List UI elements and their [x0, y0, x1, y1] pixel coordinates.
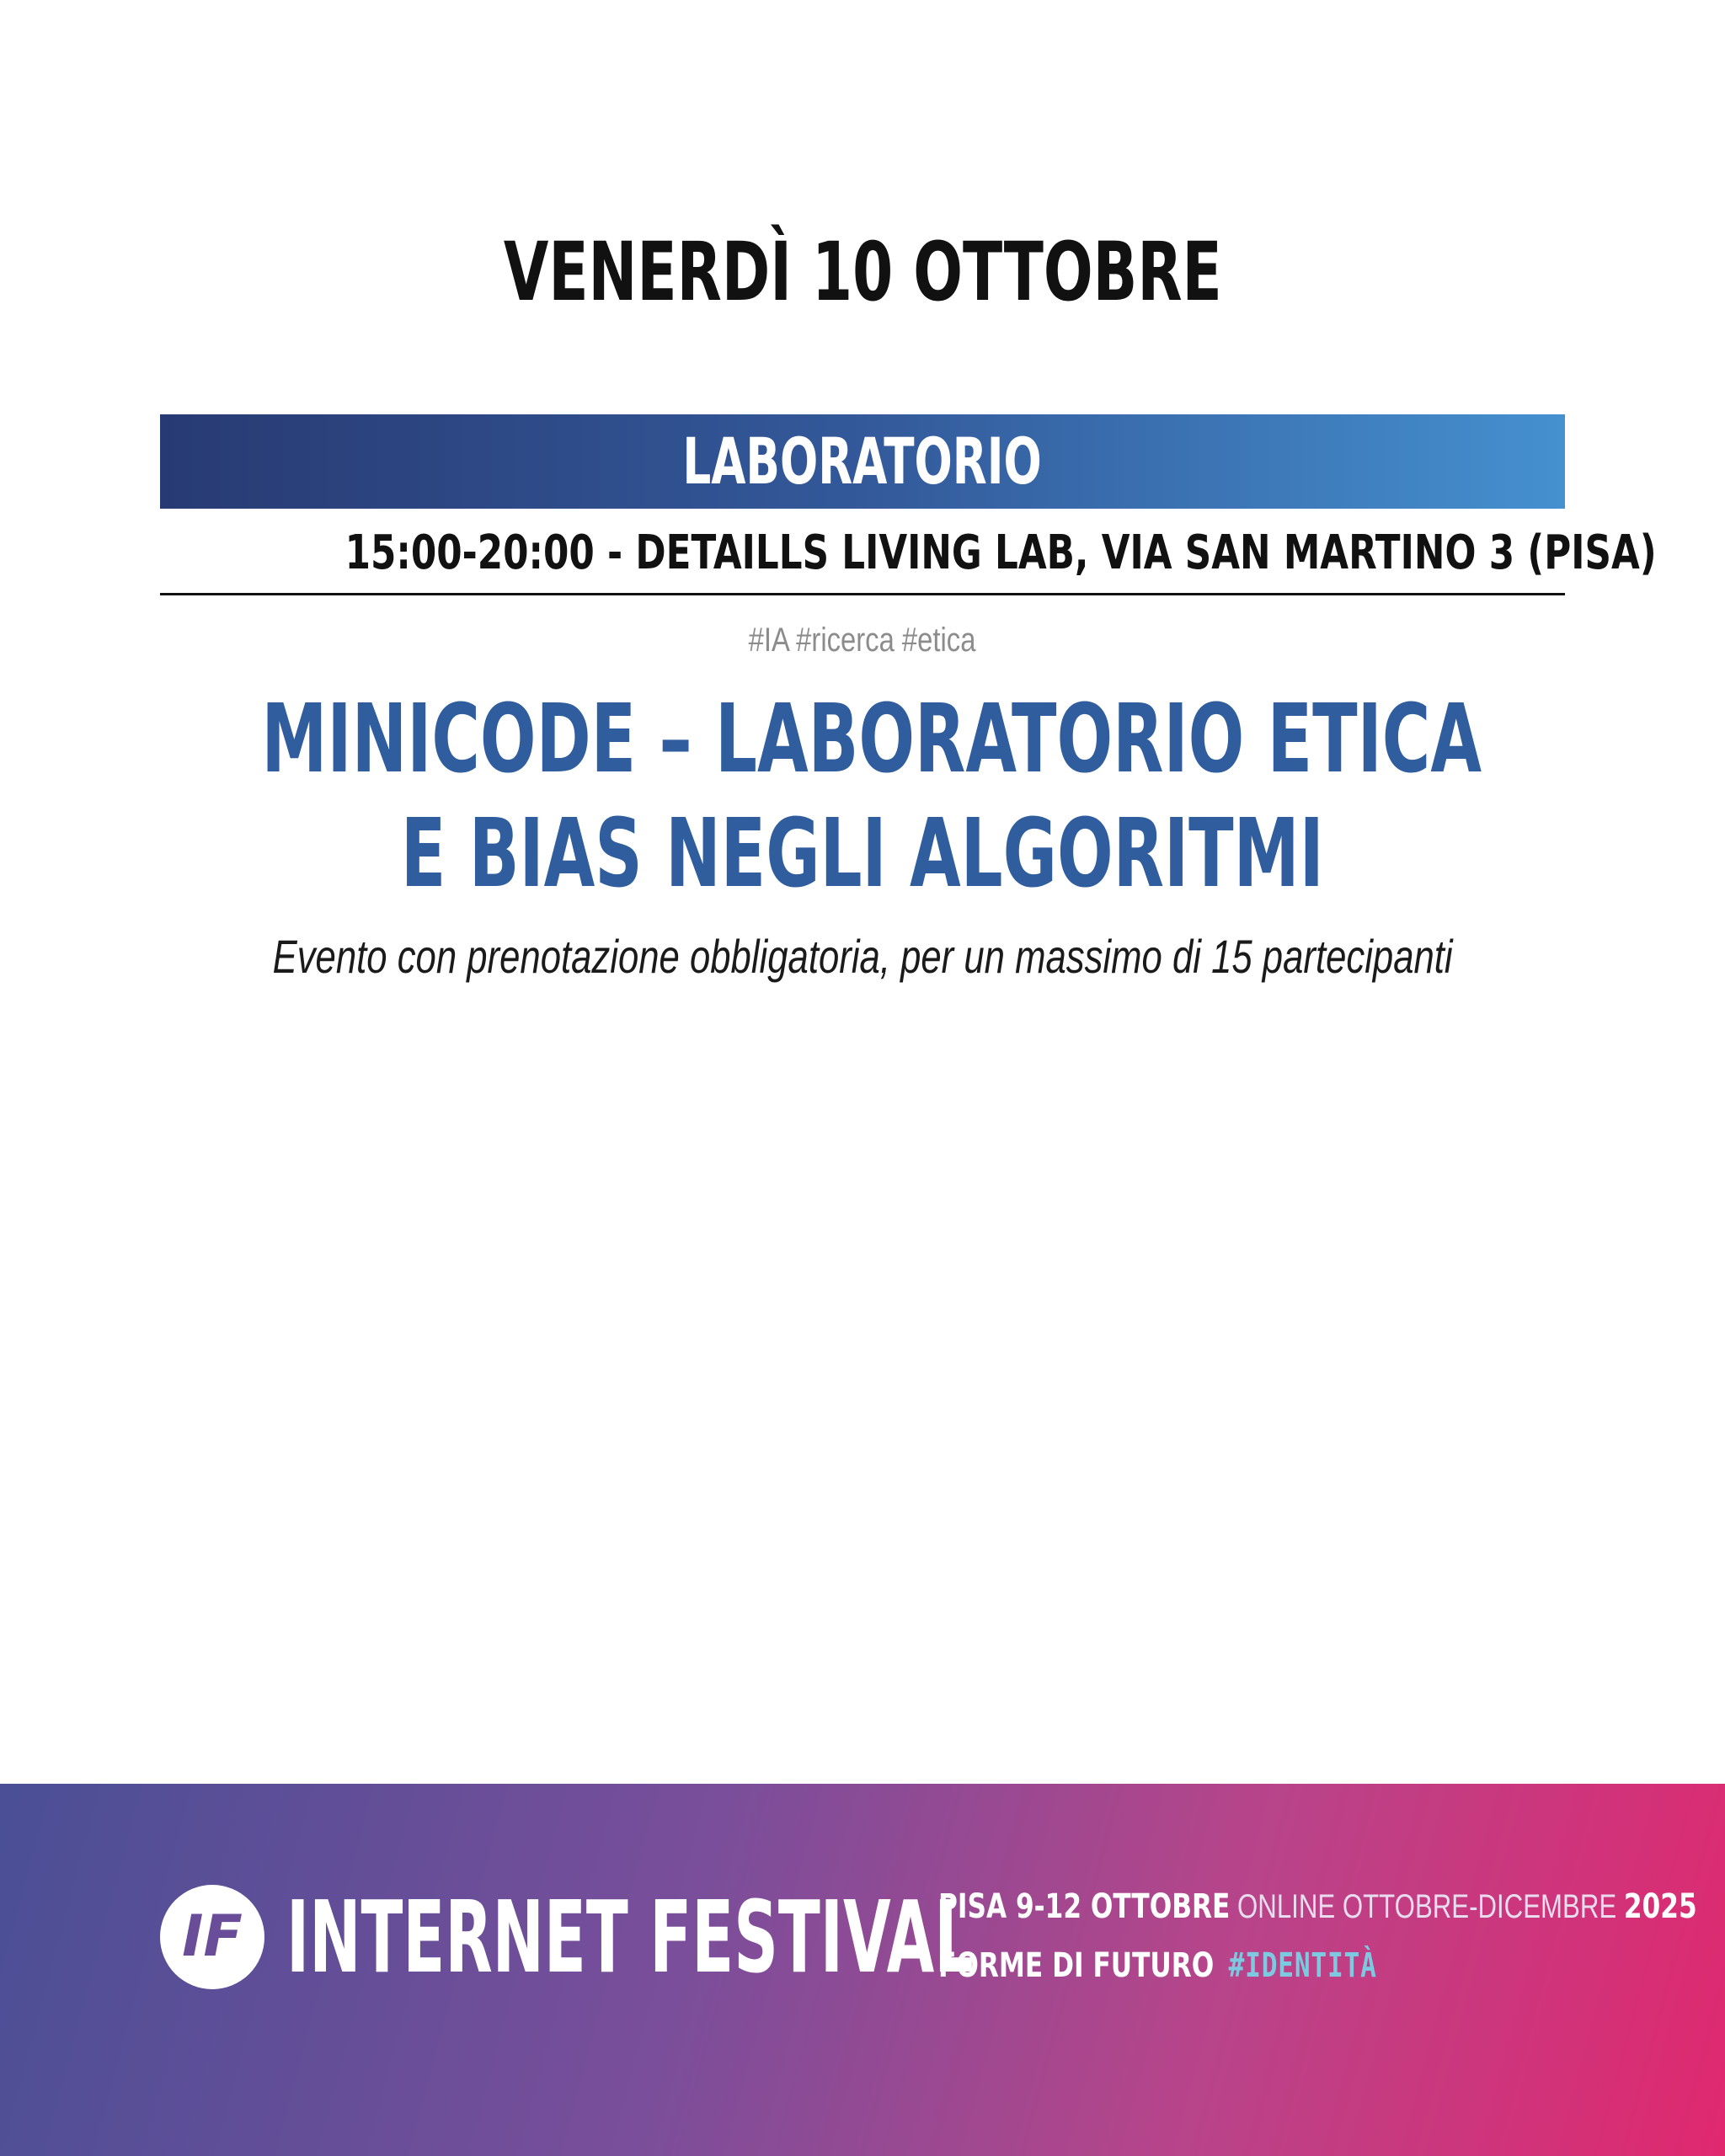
date-heading: VENERDÌ 10 OTTOBRE [503, 225, 1222, 319]
event-title [0, 682, 1725, 911]
logo-mark: IF [182, 1903, 243, 1970]
event-type-label: LABORATORIO [682, 424, 1043, 499]
festival-dates [938, 1883, 1697, 1930]
festival-hashtag: #IDENTITÀ [1228, 1946, 1377, 1985]
festival-theme [938, 1942, 1578, 1989]
event-title-line-1: MINICODE – LABORATORIO ETICA [261, 685, 1482, 794]
internet-festival-logo [160, 1885, 264, 1989]
event-time-place: 15:00-20:00 - DETAILLS LIVING LAB, VIA SAN MARTINO 3 (PISA) [344, 526, 1657, 580]
event-type-banner [160, 414, 1565, 509]
divider [160, 593, 1565, 595]
festival-theme-text: FORME DI FUTURO [938, 1946, 1215, 1985]
festival-dates-online: ONLINE OTTOBRE-DICEMBRE [1237, 1888, 1617, 1925]
event-title-line-2: E BIAS NEGLI ALGORITMI [400, 799, 1324, 909]
booking-note: Evento con prenotazione obbligatoria, per un massimo di 15 partecipanti [272, 930, 1453, 983]
festival-year: 2025 [1623, 1887, 1697, 1926]
festival-footer-banner [0, 1784, 1725, 2156]
festival-dates-main: PISA 9-12 OTTOBRE [938, 1887, 1231, 1926]
festival-name: INTERNET FESTIVAL [286, 1879, 974, 1995]
event-tags: #IA #ricerca #etica [749, 622, 976, 659]
